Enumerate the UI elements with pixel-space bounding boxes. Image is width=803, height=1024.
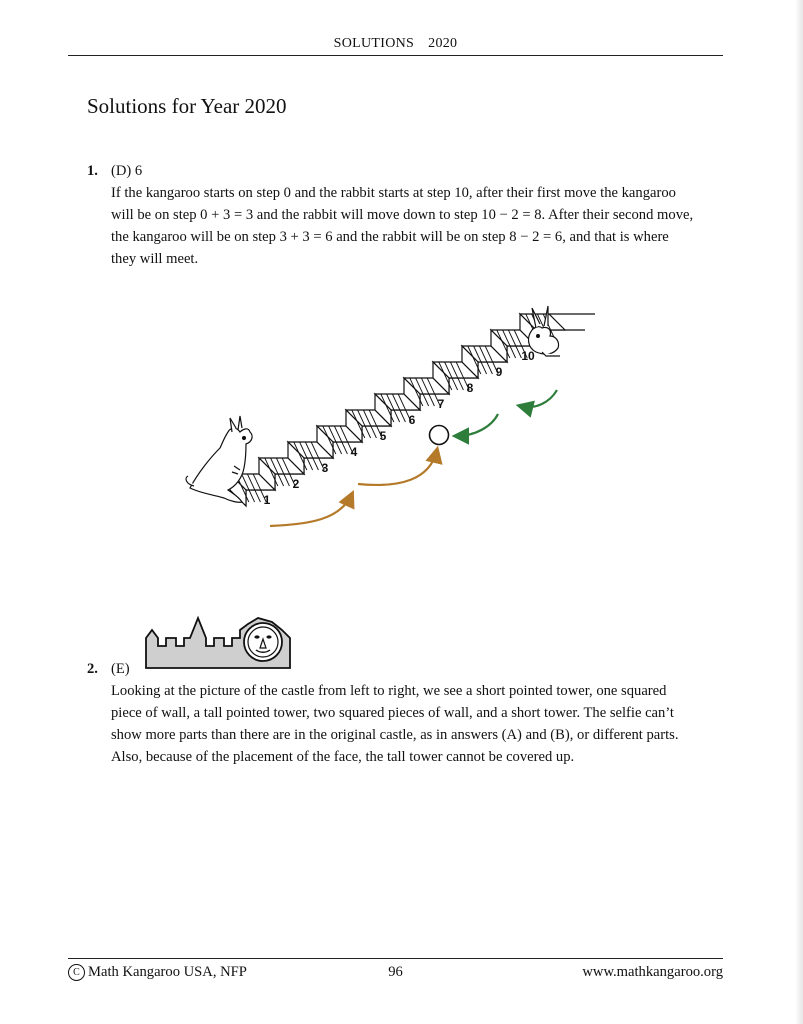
rabbit-move-arrow-1 bbox=[520, 390, 557, 407]
running-head-section: SOLUTIONS bbox=[333, 36, 415, 51]
problem-text: Looking at the picture of the castle from left to right, we see a short pointed tower, one squared piece of wall, a tall pointed tower, two squared pieces of wall, and a short tower. The selfie can’t show more parts than there are in the original castle, as in answers (A) and (B), or different parts. Also, because of the placement of the face, the tall tower cannot be covered up. bbox=[111, 683, 679, 765]
meeting-step-circle bbox=[430, 426, 449, 445]
problem-number: 2. bbox=[87, 661, 98, 677]
footer bbox=[68, 964, 723, 984]
problem-text: If the kangaroo starts on step 0 and the rabbit starts at step 10, after their first move the kangaroo will be on step 0 + 3 = 3 and the rabbit will move down to step 10 − 2 = 8. After their second move, the kangaroo will be on step 3 + 3 = 6 and the rabbit will be on step 8 − 2 = 6, and that is where they will meet. bbox=[111, 185, 694, 267]
problem-answer: (E) bbox=[111, 661, 130, 677]
page-edge-shadow bbox=[795, 0, 803, 1024]
step-label-1: 1 bbox=[263, 493, 271, 507]
step-label-9: 9 bbox=[495, 365, 503, 379]
footer-page-number: 96 bbox=[388, 964, 403, 980]
page-title: Solutions for Year 2020 bbox=[87, 94, 287, 118]
footer-rule bbox=[68, 958, 723, 959]
kangaroo-move-arrow-2 bbox=[358, 450, 437, 485]
staircase-figure bbox=[180, 298, 600, 538]
step-label-8: 8 bbox=[466, 381, 474, 395]
step-label-10: 10 bbox=[521, 349, 535, 363]
running-head-year: 2020 bbox=[428, 36, 458, 51]
step-label-2: 2 bbox=[292, 477, 300, 491]
step-label-3: 3 bbox=[321, 461, 329, 475]
step-label-5: 5 bbox=[379, 429, 387, 443]
step-label-4: 4 bbox=[350, 445, 358, 459]
header-rule bbox=[68, 55, 723, 56]
step-label-6: 6 bbox=[408, 413, 416, 427]
running-head bbox=[68, 36, 723, 52]
step-label-7: 7 bbox=[437, 397, 445, 411]
footer-website[interactable]: www.mathkangaroo.org bbox=[582, 964, 723, 980]
problem-1 bbox=[87, 160, 697, 270]
copyright-icon: C bbox=[68, 964, 85, 981]
problem-2 bbox=[87, 658, 697, 768]
problem-number: 1. bbox=[87, 163, 98, 179]
problem-answer: (D) 6 bbox=[111, 163, 143, 179]
kangaroo-move-arrow-1 bbox=[270, 494, 352, 526]
rabbit-move-arrow-2 bbox=[456, 414, 498, 436]
footer-organization: Math Kangaroo USA, NFP bbox=[88, 964, 247, 980]
